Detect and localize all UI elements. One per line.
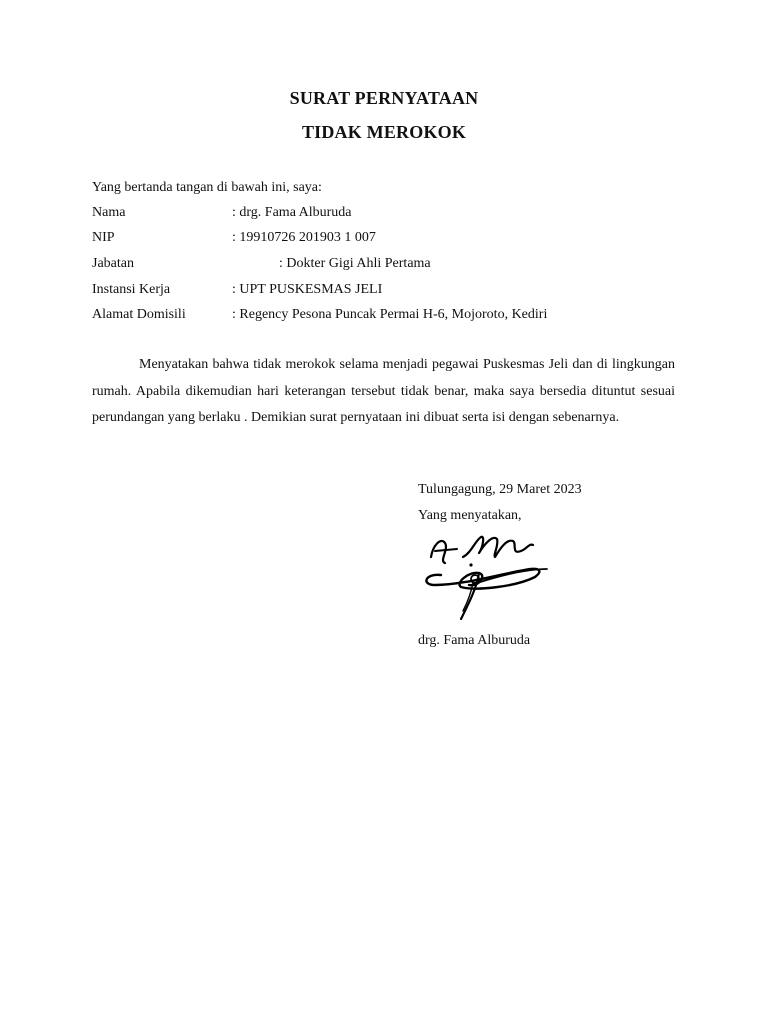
field-label: Alamat Domisili	[92, 307, 186, 322]
place-date: Tulungagung, 29 Maret 2023	[418, 482, 582, 497]
field-value: : Regency Pesona Puncak Permai H-6, Mojoroto, Kediri	[232, 307, 548, 322]
handwritten-signature-icon	[405, 527, 575, 627]
field-value: : 19910726 201903 1 007	[232, 230, 376, 245]
field-label: Nama	[92, 205, 126, 220]
field-label: Instansi Kerja	[92, 282, 171, 297]
document-subtitle: TIDAK MEROKOK	[301, 122, 467, 142]
field-value: : drg. Fama Alburuda	[232, 205, 352, 220]
field-value: : UPT PUSKESMAS JELI	[232, 282, 383, 297]
statement-paragraph: Menyatakan bahwa tidak merokok selama menjadi pegawai Puskesmas Jeli dan di lingkungan rumah. Apabila dikemudian hari keterangan tersebut tidak benar, maka saya bersedia dituntut sesuai perundangan yang berlaku . Demikian surat pernyataan ini dibuat serta isi dengan sebenarnya.	[92, 357, 675, 425]
closing-text: Yang menyatakan,	[418, 508, 522, 523]
intro-text: Yang bertanda tangan di bawah ini, saya:	[92, 180, 322, 195]
document-title: SURAT PERNYATAAN	[289, 88, 479, 108]
field-label: NIP	[92, 230, 115, 245]
field-label: Jabatan	[92, 256, 134, 271]
signatory-name: drg. Fama Alburuda	[418, 633, 531, 648]
field-value: : Dokter Gigi Ahli Pertama	[279, 256, 431, 271]
